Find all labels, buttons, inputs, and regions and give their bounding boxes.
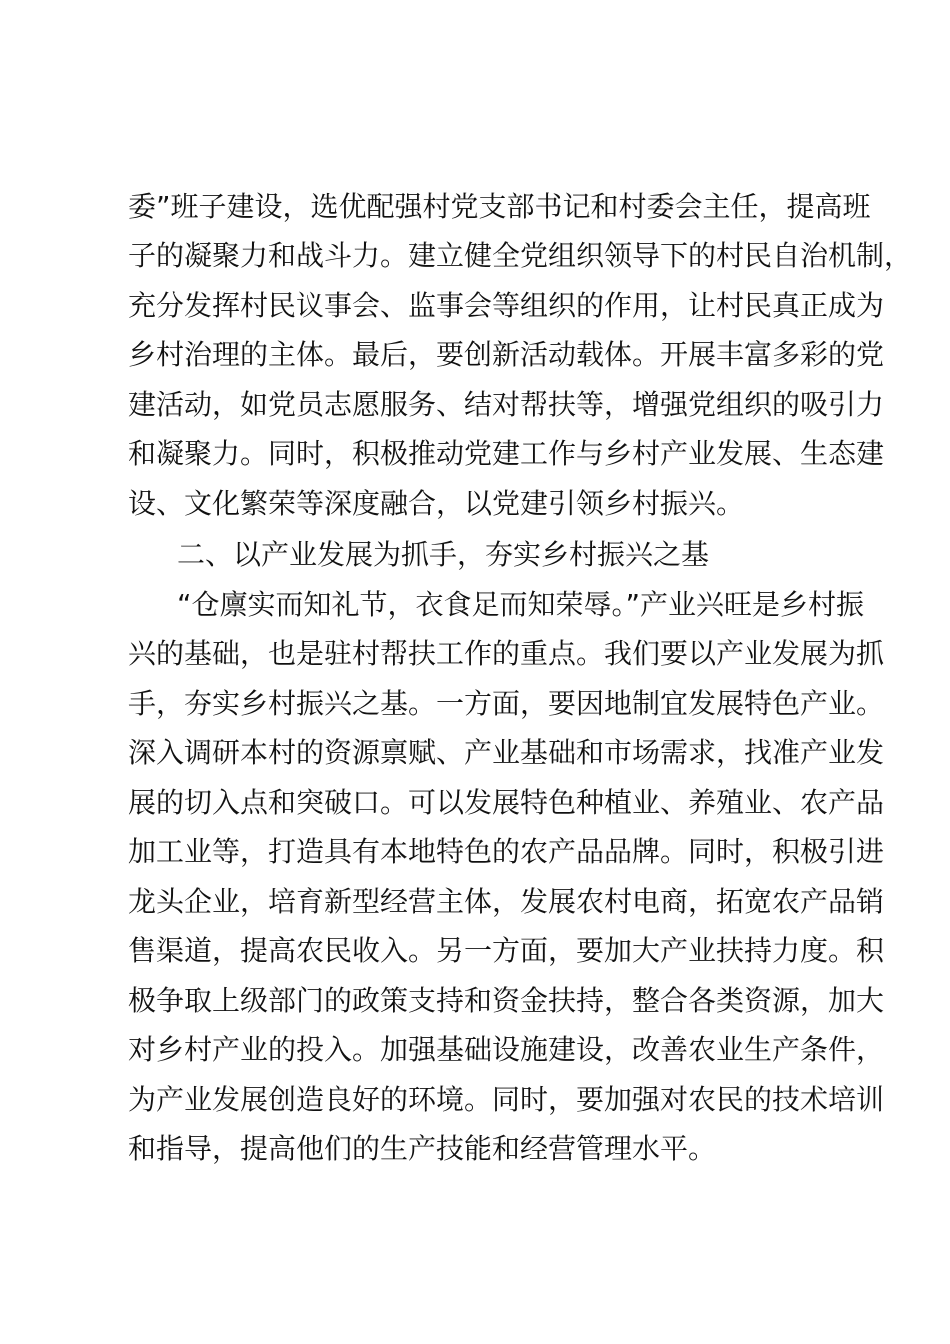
text-line: 建活动，如党员志愿服务、结对帮扶等，增强党组织的吸引力 <box>128 388 885 421</box>
text-line: 售渠道，提高农民收入。另一方面，要加大产业扶持力度。积 <box>128 934 885 967</box>
text-line: 加工业等，打造具有本地特色的农产品品牌。同时，积极引进 <box>128 835 885 868</box>
text-line: 和凝聚力。同时，积极推动党建工作与乡村产业发展、生态建 <box>128 437 885 470</box>
text-line: 展的切入点和突破口。可以发展特色种植业、养殖业、农产品 <box>128 786 885 819</box>
text-line: 和指导，提高他们的生产技能和经营管理水平。 <box>128 1132 717 1165</box>
text-line: 龙头企业，培育新型经营主体，发展农村电商，拓宽农产品销 <box>128 885 885 918</box>
text-line: 对乡村产业的投入。加强基础设施建设，改善农业生产条件， <box>128 1033 885 1066</box>
text-line: 子的凝聚力和战斗力。建立健全党组织领导下的村民自治机制， <box>128 239 913 272</box>
text-line: 手，夯实乡村振兴之基。一方面，要因地制宜发展特色产业。 <box>128 687 885 720</box>
section-heading: 二、以产业发展为抓手，夯实乡村振兴之基 <box>177 538 710 571</box>
text-line: 充分发挥村民议事会、监事会等组织的作用，让村民真正成为 <box>128 289 885 322</box>
text-line: 为产业发展创造良好的环境。同时，要加强对农民的技术培训 <box>128 1083 885 1116</box>
text-line: “仓廪实而知礼节，衣食足而知荣辱。”产业兴旺是乡村振 <box>177 588 865 621</box>
text-line: 委”班子建设，选优配强村党支部书记和村委会主任，提高班 <box>128 190 871 223</box>
text-line: 极争取上级部门的政策支持和资金扶持，整合各类资源，加大 <box>128 984 885 1017</box>
text-line: 设、文化繁荣等深度融合，以党建引领乡村振兴。 <box>128 487 745 520</box>
text-line: 深入调研本村的资源禀赋、产业基础和市场需求，找准产业发 <box>128 736 885 769</box>
text-line: 乡村治理的主体。最后，要创新活动载体。开展丰富多彩的党 <box>128 338 885 371</box>
text-line: 兴的基础，也是驻村帮扶工作的重点。我们要以产业发展为抓 <box>128 637 885 670</box>
